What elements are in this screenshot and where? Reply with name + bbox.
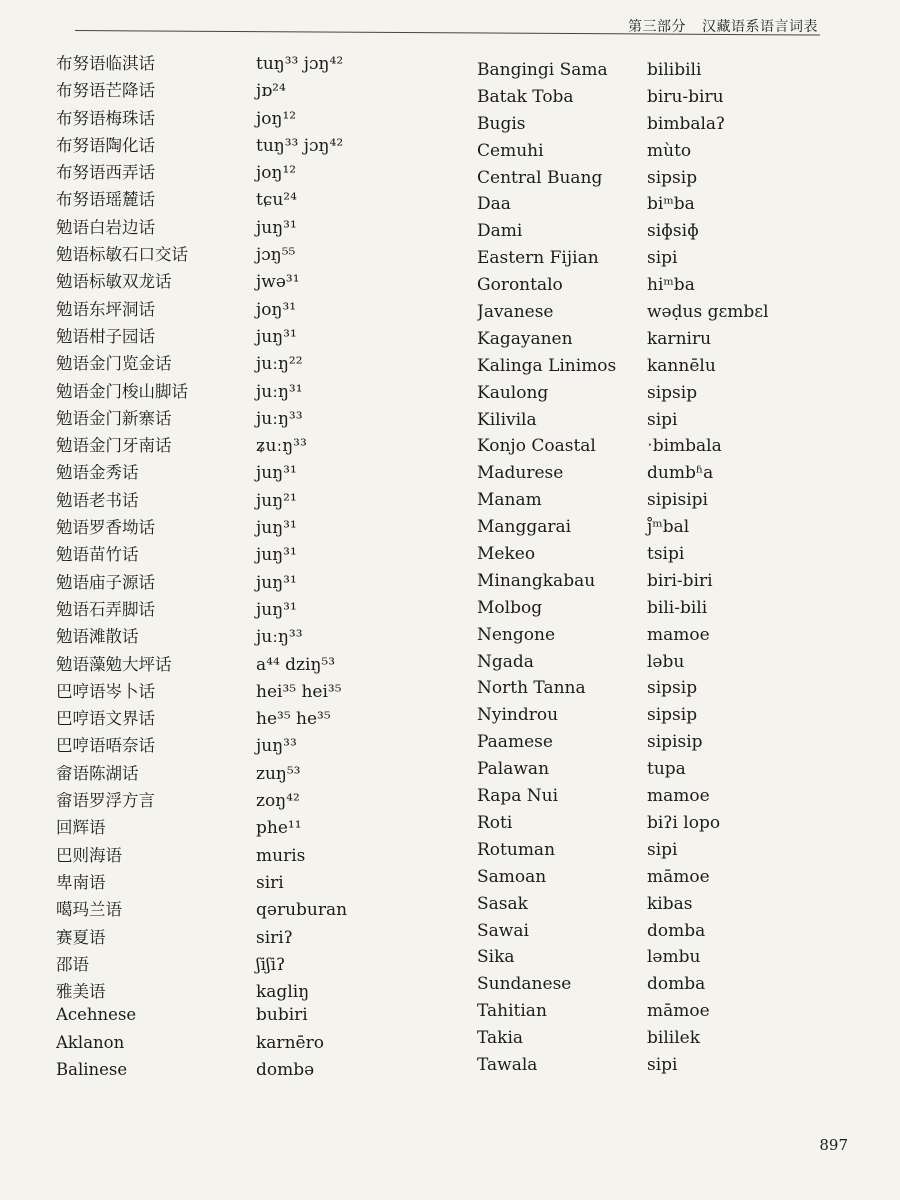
word-entry-row	[477, 571, 769, 598]
word-form: bilibili	[647, 60, 702, 80]
language-name: Rapa Nui	[477, 786, 559, 807]
word-form: zuŋ⁵³	[256, 763, 301, 784]
word-form: juŋ³¹	[256, 518, 297, 539]
word-entry-row	[56, 132, 347, 159]
language-name: 噶玛兰语	[56, 900, 122, 920]
language-name: Javanese	[477, 302, 554, 323]
word-form: juŋ³¹	[256, 217, 297, 238]
right-word-column	[477, 60, 769, 1082]
word-entry-row	[56, 896, 347, 923]
section-title: 汉藏语系语言词表	[702, 19, 818, 35]
word-form: tupa	[647, 759, 686, 780]
language-name: Ngada	[477, 651, 534, 672]
word-form: tsipi	[647, 544, 685, 565]
word-form: juːŋ³¹	[256, 381, 303, 402]
language-name: 勉语罗香坳话	[56, 518, 155, 538]
word-form: biᵐba	[647, 194, 695, 215]
word-form: jɔŋ⁵⁵	[256, 245, 296, 266]
word-form: sipsip	[647, 167, 698, 188]
word-form: māmoe	[647, 1001, 710, 1022]
word-form: ləbu	[647, 651, 685, 672]
language-name: Dami	[477, 221, 523, 242]
word-entry-row	[56, 978, 347, 1005]
word-form: sipi	[647, 409, 678, 430]
language-name: Sundanese	[477, 974, 572, 995]
language-name: 勉语金门览金话	[56, 354, 172, 374]
word-entry-row	[56, 1005, 347, 1032]
word-form: hei³⁵ hei³⁵	[256, 681, 342, 702]
word-form: kagliŋ	[256, 982, 310, 1003]
word-form: sipisip	[647, 732, 703, 753]
word-form: juŋ³³	[256, 736, 297, 757]
language-name: Nyindrou	[477, 705, 559, 726]
word-form: sipi	[647, 839, 678, 860]
language-name: Manggarai	[477, 517, 572, 538]
language-name: 布努语梅珠话	[56, 108, 155, 128]
word-form: dombə	[256, 1059, 315, 1080]
word-entry-row	[477, 786, 769, 813]
word-entry-row	[56, 159, 347, 186]
word-entry-row	[56, 651, 347, 678]
language-name: 赛夏语	[56, 927, 106, 947]
word-form: juŋ³¹	[256, 572, 297, 593]
word-form: mùto	[647, 140, 692, 161]
word-form: juːŋ²²	[256, 354, 303, 375]
language-name: Rotuman	[477, 839, 556, 860]
language-name: 勉语滩散话	[56, 627, 139, 647]
word-entry-row	[477, 705, 769, 732]
word-form: kibas	[647, 893, 693, 914]
language-name: 勉语石弄脚话	[56, 599, 155, 619]
word-entry-row	[477, 544, 769, 571]
word-entry-row	[56, 569, 347, 596]
word-form: biʔi lopo	[647, 812, 721, 833]
word-entry-row	[56, 1033, 347, 1060]
word-form: bubiri	[256, 1005, 308, 1026]
language-name: 勉语金门新寨话	[56, 408, 172, 428]
word-entry-row	[56, 514, 347, 541]
language-name: 勉语标敏双龙话	[56, 272, 172, 292]
word-form: ȷ̊ᵐbal	[647, 517, 690, 538]
word-form: domba	[647, 920, 706, 941]
language-name: 勉语藻勉大坪话	[56, 654, 172, 674]
language-name: 勉语庙子源话	[56, 572, 155, 592]
running-head	[628, 16, 818, 36]
word-form: he³⁵ he³⁵	[256, 709, 331, 730]
language-name: Molbog	[477, 597, 543, 618]
word-form: juŋ³¹	[256, 463, 297, 484]
word-entry-row	[477, 436, 769, 463]
word-entry-row	[56, 432, 347, 459]
language-name: Eastern Fijian	[477, 248, 599, 269]
word-form: bimbalaʔ	[647, 113, 726, 134]
word-entry-row	[477, 410, 769, 437]
word-entry-row	[56, 732, 347, 759]
word-entry-row	[56, 459, 347, 486]
language-name: Kilivila	[477, 409, 537, 430]
word-entry-row	[477, 894, 769, 921]
word-entry-row	[56, 323, 347, 350]
word-entry-row	[56, 951, 347, 978]
word-entry-row	[56, 623, 347, 650]
word-form: tuŋ³³ jɔŋ⁴²	[256, 54, 344, 74]
word-form: ləmbu	[647, 947, 701, 968]
language-name: Balinese	[56, 1059, 128, 1079]
language-name: 巴哼语唔奈话	[56, 736, 155, 756]
word-entry-row	[477, 867, 769, 894]
language-name: Acehnese	[56, 1005, 137, 1025]
word-entry-row	[56, 241, 347, 268]
word-entry-row	[477, 87, 769, 114]
language-name: 巴哼语岑卜话	[56, 681, 155, 701]
language-name: Kagayanen	[477, 328, 573, 349]
word-entry-row	[56, 678, 347, 705]
word-form: mamoe	[647, 786, 710, 807]
word-form: domba	[647, 974, 706, 995]
word-entry-row	[56, 77, 347, 104]
word-form: jwə³¹	[256, 272, 300, 293]
word-form: siɸsiɸ	[647, 221, 699, 242]
word-entry-row	[477, 678, 769, 705]
word-form: juːŋ³³	[256, 408, 303, 429]
word-entry-row	[56, 378, 347, 405]
language-name: Cemuhi	[477, 140, 544, 161]
word-form: sipsip	[647, 705, 698, 726]
word-entry-row	[477, 947, 769, 974]
language-name: Manam	[477, 490, 542, 511]
word-form: karniru	[647, 328, 712, 349]
word-entry-row	[477, 1028, 769, 1055]
word-form: hiᵐba	[647, 275, 695, 296]
word-entry-row	[477, 168, 769, 195]
word-entry-row	[477, 517, 769, 544]
word-entry-row	[56, 760, 347, 787]
word-entry-row	[56, 50, 347, 77]
word-entry-row	[56, 924, 347, 951]
word-form: biru-biru	[647, 86, 724, 107]
language-name: Madurese	[477, 463, 564, 484]
language-name: 勉语白岩边话	[56, 217, 155, 237]
word-entry-row	[477, 840, 769, 867]
language-name: 勉语老书话	[56, 490, 139, 510]
word-form: joŋ¹²	[256, 108, 297, 129]
language-name: 布努语临淇话	[56, 54, 155, 73]
language-name: 邵语	[56, 954, 89, 974]
language-name: 雅美语	[56, 982, 106, 1002]
word-entry-row	[56, 1060, 347, 1087]
word-entry-row	[477, 974, 769, 1001]
language-name: Kaulong	[477, 382, 549, 403]
word-entry-row	[56, 296, 347, 323]
left-word-column	[56, 50, 347, 1087]
word-form: māmoe	[647, 866, 710, 887]
word-form: tɕu²⁴	[256, 190, 297, 211]
language-name: Roti	[477, 812, 513, 833]
language-name: Paamese	[477, 732, 553, 753]
language-name: Tawala	[477, 1054, 538, 1075]
word-entry-row	[477, 652, 769, 679]
word-form: zoŋ⁴²	[256, 791, 300, 812]
word-form: biri-biri	[647, 570, 713, 591]
language-name: 回辉语	[56, 818, 106, 838]
language-name: Central Buang	[477, 167, 603, 188]
word-entry-row	[56, 186, 347, 213]
word-form: sipisipi	[647, 490, 708, 511]
word-form: siri	[256, 872, 284, 893]
language-name: Mekeo	[477, 544, 536, 565]
word-form: juŋ³¹	[256, 545, 297, 566]
word-form: mamoe	[647, 624, 710, 645]
word-form: ˑbimbala	[647, 436, 722, 457]
language-name: Palawan	[477, 759, 550, 780]
word-entry-row	[56, 350, 347, 377]
language-name: 勉语东坪洞话	[56, 299, 155, 319]
word-entry-row	[477, 732, 769, 759]
language-name: 巴则海语	[56, 845, 122, 865]
word-entry-row	[477, 141, 769, 168]
word-entry-row	[477, 383, 769, 410]
word-entry-row	[477, 329, 769, 356]
word-entry-row	[56, 541, 347, 568]
language-name: Bangingi Sama	[477, 60, 608, 80]
word-entry-row	[477, 302, 769, 329]
word-form: juŋ³¹	[256, 599, 297, 620]
word-form: dumbʱa	[647, 463, 714, 484]
language-name: 勉语标敏石口交话	[56, 245, 188, 265]
word-form: juŋ²¹	[256, 490, 297, 511]
word-entry-row	[477, 114, 769, 141]
language-name: Nengone	[477, 624, 556, 645]
language-name: 卑南语	[56, 872, 106, 892]
word-entry-row	[56, 487, 347, 514]
language-name: 布努语瑶麓话	[56, 190, 155, 210]
word-form: tuŋ³³ jɔŋ⁴²	[256, 135, 344, 156]
language-name: 勉语柑子园话	[56, 326, 155, 346]
language-name: Batak Toba	[477, 86, 574, 107]
word-form: ʃiʃiʔ	[256, 954, 286, 975]
word-entry-row	[477, 759, 769, 786]
word-form: ʑuːŋ³³	[256, 436, 307, 457]
word-entry-row	[56, 105, 347, 132]
language-name: Konjo Coastal	[477, 436, 596, 457]
word-entry-row	[477, 463, 769, 490]
language-name: 勉语金秀话	[56, 463, 139, 483]
language-name: Gorontalo	[477, 275, 563, 296]
language-name: Bugis	[477, 113, 526, 134]
language-name: Minangkabau	[477, 570, 596, 591]
language-name: 布努语西弄话	[56, 163, 155, 183]
word-entry-row	[477, 60, 769, 87]
word-entry-row	[477, 1055, 769, 1082]
word-entry-row	[477, 490, 769, 517]
word-entry-row	[477, 275, 769, 302]
language-name: Samoan	[477, 866, 547, 887]
language-name: Tahitian	[477, 1001, 547, 1022]
word-form: kannēlu	[647, 355, 716, 376]
word-form: qəruburan	[256, 900, 348, 921]
language-name: Sawai	[477, 920, 529, 941]
language-name: Sasak	[477, 893, 528, 914]
word-form: joŋ¹²	[256, 163, 297, 184]
word-entry-row	[477, 248, 769, 275]
word-entry-row	[56, 814, 347, 841]
word-form: karnēro	[256, 1032, 324, 1053]
language-name: 巴哼语文界话	[56, 709, 155, 729]
word-entry-row	[56, 596, 347, 623]
language-name: 畲语陈湖话	[56, 763, 139, 783]
word-form: sipsip	[647, 382, 698, 403]
word-entry-row	[477, 221, 769, 248]
word-entry-row	[56, 705, 347, 732]
word-form: juːŋ³³	[256, 627, 303, 648]
part-label: 第三部分	[628, 19, 686, 35]
word-entry-row	[477, 1001, 769, 1028]
word-form: siriʔ	[256, 927, 293, 948]
word-form: muris	[256, 845, 306, 866]
word-entry-row	[477, 921, 769, 948]
language-name: North Tanna	[477, 678, 586, 699]
word-entry-row	[56, 869, 347, 896]
language-name: Takia	[477, 1028, 524, 1049]
word-entry-row	[477, 625, 769, 652]
language-name: Sika	[477, 947, 515, 968]
language-name: 勉语苗竹话	[56, 545, 139, 565]
word-entry-row	[56, 214, 347, 241]
language-name: 布努语芒降话	[56, 81, 155, 101]
word-form: joŋ³¹	[256, 299, 297, 320]
word-form: jɒ²⁴	[256, 81, 286, 102]
word-entry-row	[477, 598, 769, 625]
word-form: sipsip	[647, 678, 698, 699]
page-number: 897	[819, 1136, 848, 1154]
word-form: bililek	[647, 1028, 700, 1049]
language-name: 勉语金门梭山脚话	[56, 381, 188, 401]
language-name: 勉语金门牙南话	[56, 436, 172, 456]
word-entry-row	[56, 787, 347, 814]
word-entry-row	[477, 194, 769, 221]
word-form: sipi	[647, 248, 678, 269]
language-name: Aklanon	[56, 1032, 125, 1052]
word-entry-row	[477, 356, 769, 383]
language-name: Kalinga Linimos	[477, 355, 617, 376]
word-form: juŋ³¹	[256, 326, 297, 347]
word-entry-row	[477, 813, 769, 840]
word-form: sipi	[647, 1054, 678, 1075]
language-name: 布努语陶化话	[56, 135, 155, 155]
word-entry-row	[56, 405, 347, 432]
word-entry-row	[56, 842, 347, 869]
language-name: 畲语罗浮方言	[56, 791, 155, 811]
language-name: Daa	[477, 194, 511, 215]
word-form: phe¹¹	[256, 818, 302, 839]
word-form: a⁴⁴ dziŋ⁵³	[256, 654, 336, 675]
word-entry-row	[56, 268, 347, 295]
word-form: bili-bili	[647, 597, 708, 618]
word-form: wəḍus gɛmbɛl	[647, 302, 769, 323]
